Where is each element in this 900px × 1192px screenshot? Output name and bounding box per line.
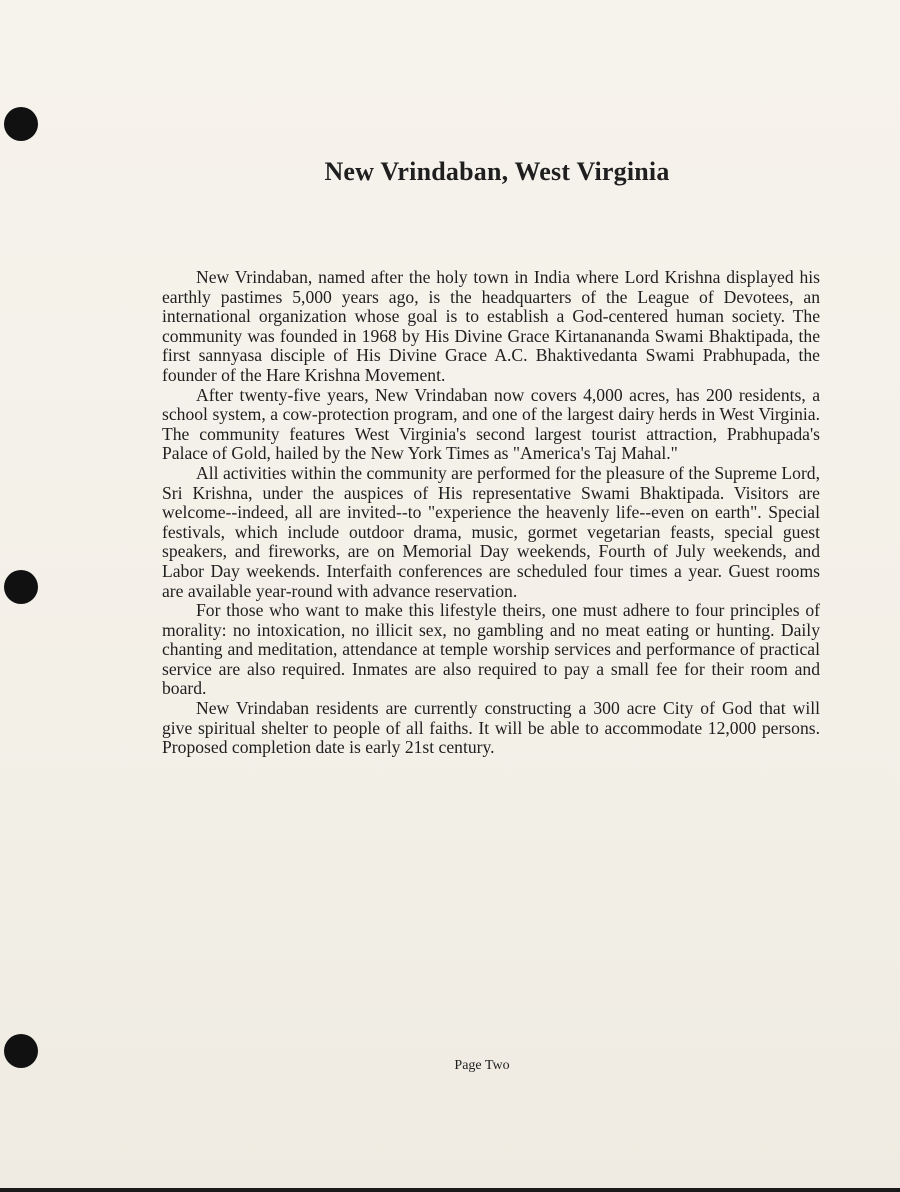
paragraph: After twenty-five years, New Vrindaban now covers 4,000 acres, has 200 residents, a school system, a cow-protection program, and one of the largest dairy herds in West Virginia. The community features West Virginia's second largest tourist attraction, Prabhupada's Palace of Gold, hailed by the New York Times as "America's Taj Mahal." (162, 384, 820, 464)
scan-edge (0, 1188, 900, 1192)
document-body (162, 268, 820, 758)
document-title: New Vrindaban, West Virginia (324, 157, 670, 186)
binder-hole (4, 107, 38, 141)
binder-hole (4, 570, 38, 604)
paragraph: For those who want to make this lifestyle theirs, one must adhere to four principles of morality: no intoxication, no illicit sex, no gambling and no meat eating or hunting. Daily chanting and meditation, attendance at temple worship services and performance of practical service are also required. Inmates are also required to pay a small fee for their room and board. (162, 600, 820, 699)
page-footer: Page Two (454, 1058, 510, 1073)
paragraph: All activities within the community are performed for the pleasure of the Supreme Lord, Sri Krishna, under the auspices of His representative Swami Bhaktipada. Visitors are welcome--indeed, all are invited--to "experience the heavenly life--even on earth". Special festivals, which include outdoor drama, music, gormet vegetarian feasts, special guest speakers, and fireworks, are on Memorial Day weekends, Fourth of July weekends, and Labor Day weekends. Interfaith conferences are scheduled four times a year. Guest rooms are available year-round with advance reservation. (162, 462, 820, 601)
paragraph: New Vrindaban, named after the holy town in India where Lord Krishna displayed his earthly pastimes 5,000 years ago, is the headquarters of the League of Devotees, an international organization whose goal is to establish a God-centered human society. The community was founded in 1968 by His Divine Grace Kirtanananda Swami Bhaktipada, the first sannyasa disciple of His Divine Grace A.C. Bhaktivedanta Swami Prabhupada, the founder of the Hare Krishna Movement. (162, 267, 820, 385)
paragraph: New Vrindaban residents are currently constructing a 300 acre City of God that will give spiritual shelter to people of all faiths. It will be able to accommodate 12,000 persons. Proposed completion date is early 21st century. (162, 698, 820, 758)
